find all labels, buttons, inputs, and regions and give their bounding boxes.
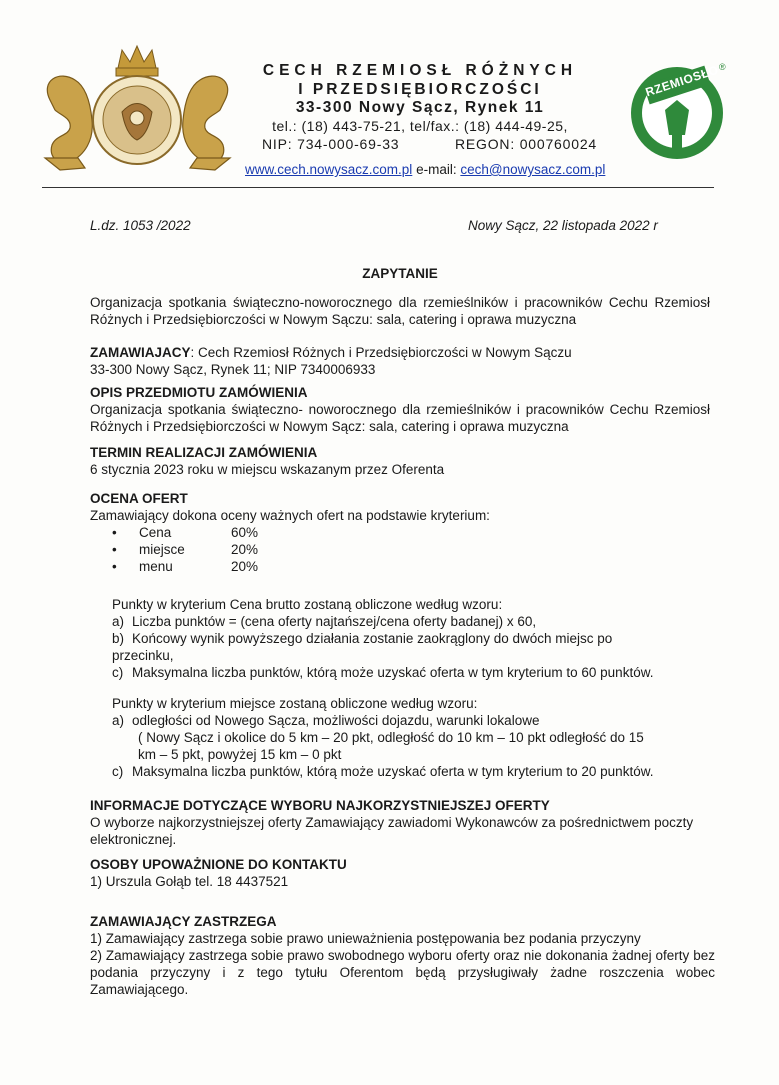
opis-text: Organizacja spotkania świąteczno- noworocznego dla rzemieślników i pracowników Cechu Rzemiosł Różnych i Przedsiębiorczości w Nowym Sącz: sala, catering i oprawa muzyczna <box>90 402 710 434</box>
zamawiajacy-line <box>90 344 710 361</box>
zastrzega-item-1: 1) Zamawiający zastrzega sobie prawo unieważnienia postępowania bez podania przyczyny <box>90 931 641 946</box>
opis-heading: OPIS PRZEDMIOTU ZAMÓWIENIA <box>90 385 308 400</box>
miejsce-scale-cont: km – 5 pkt, powyżej 15 km – 0 pkt <box>138 747 342 762</box>
ocena-text: Zamawiający dokona oceny ważnych ofert na podstawie kryterium: <box>90 508 490 523</box>
cena-item-b-continuation: przecinku, <box>112 648 174 663</box>
cena-item: b) Końcowy wynik powyższego działania zostanie zaokrąglony do dwóch miejsc po <box>112 631 613 646</box>
guild-address: 33-300 Nowy Sącz, Rynek 11 <box>295 99 545 116</box>
info-text: O wyborze najkorzystniejszej oferty Zamawiający zawiadomi Wykonawców za pośrednictwem poczty elektronicznej. <box>90 815 694 847</box>
criterion-weight: 60% <box>231 525 259 540</box>
criteria-list <box>112 524 258 575</box>
miejsce-scale: ( Nowy Sącz i okolice do 5 km – 20 pkt, odległość do 10 km – 10 pkt odległość do 15 <box>138 730 644 745</box>
termin-text: 6 stycznia 2023 roku w miejscu wskazanym przez Oferenta <box>90 462 445 477</box>
cena-item: a) Liczba punktów = (cena oferty najtańszej/cena oferty badanej) x 60, <box>112 614 537 629</box>
reference-number: L.dz. 1053 /2022 <box>90 218 191 233</box>
document-title: ZAPYTANIE <box>362 266 438 281</box>
cena-list <box>112 613 712 681</box>
criterion-weight: 20% <box>231 542 259 557</box>
miejsce-item: a) odległości od Nowego Sącza, możliwości dojazdu, warunki lokalowe <box>112 713 540 728</box>
ocena-heading: OCENA OFERT <box>90 491 188 506</box>
intro-paragraph: Organizacja spotkania świąteczno-noworocznego dla rzemieślników i pracowników Cechu Rzemiosł Różnych i Przedsiębiorczości w Nowym Sączu: sala, catering i oprawa muzyczna <box>90 295 710 327</box>
zamawiajacy-block <box>90 344 710 378</box>
zamawiajacy-name: : Cech Rzemiosł Różnych i Przedsiębiorczości w Nowym Sączu <box>190 345 572 360</box>
miejsce-list <box>112 712 712 780</box>
criterion-name: Cena <box>139 525 172 540</box>
email-link[interactable]: cech@nowysacz.com.pl <box>460 162 606 177</box>
cena-intro: Punkty w kryterium Cena brutto zostaną obliczone według wzoru: <box>112 597 503 612</box>
guild-name-line2: I PRZEDSIĘBIORCZOŚCI <box>298 81 542 98</box>
criterion-weight: 20% <box>231 559 259 574</box>
criterion-item: • menu 20% <box>112 559 259 574</box>
kontakt-text: 1) Urszula Gołąb tel. 18 4437521 <box>90 874 289 889</box>
zamawiajacy-label: ZAMAWIAJACY <box>90 345 191 360</box>
criterion-item: • Cena 60% <box>112 525 259 540</box>
guild-crest-logo <box>30 40 245 175</box>
guild-phones: tel.: (18) 443-75-21, tel/fax.: (18) 444-49-25, <box>272 118 568 134</box>
cena-item: c) Maksymalna liczba punktów, którą może uzyskać oferta w tym kryterium to 60 punktów. <box>112 665 654 680</box>
guild-regon: REGON: 000760024 <box>455 136 597 152</box>
miejsce-item: c) Maksymalna liczba punktów, którą może uzyskać oferta w tym kryterium to 20 punktów. <box>112 764 654 779</box>
zastrzega-heading: ZAMAWIAJĄCY ZASTRZEGA <box>90 914 277 929</box>
info-heading: INFORMACJE DOTYCZĄCE WYBORU NAJKORZYSTNIEJSZEJ OFERTY <box>90 798 550 813</box>
zastrzega-item-2: 2) Zamawiający zastrzega sobie prawo swobodnego wyboru oferty oraz nie dokonania żadnej oferty bez podania przyczyny i z tego tytułu Oferentom będą przysługiwały żadne roszczenia wobec Zamawiającego. <box>90 948 715 997</box>
header-divider <box>42 187 714 188</box>
guild-nip: NIP: 734-000-69-33 <box>262 136 400 152</box>
miejsce-intro: Punkty w kryterium miejsce zostaną obliczone według wzoru: <box>112 696 478 711</box>
website-link[interactable]: www.cech.nowysacz.com.pl <box>245 162 413 177</box>
registered-mark: ® <box>719 62 726 72</box>
contact-links <box>245 162 605 177</box>
termin-heading: TERMIN REALIZACJI ZAMÓWIENIA <box>90 445 318 460</box>
place-date: Nowy Sącz, 22 listopada 2022 r <box>468 218 658 233</box>
email-label: e-mail: <box>416 162 457 177</box>
zamawiajacy-address: 33-300 Nowy Sącz, Rynek 11; NIP 7340006933 <box>90 362 376 377</box>
rzemioslo-logo-text: RZEMIOSŁO <box>643 62 721 100</box>
criterion-item: • miejsce 20% <box>112 542 259 557</box>
criterion-name: miejsce <box>139 542 185 557</box>
guild-name-line1: CECH RZEMIOSŁ RÓŻNYCH <box>262 62 578 79</box>
kontakt-heading: OSOBY UPOWAŻNIONE DO KONTAKTU <box>90 857 347 872</box>
criterion-name: menu <box>139 559 173 574</box>
